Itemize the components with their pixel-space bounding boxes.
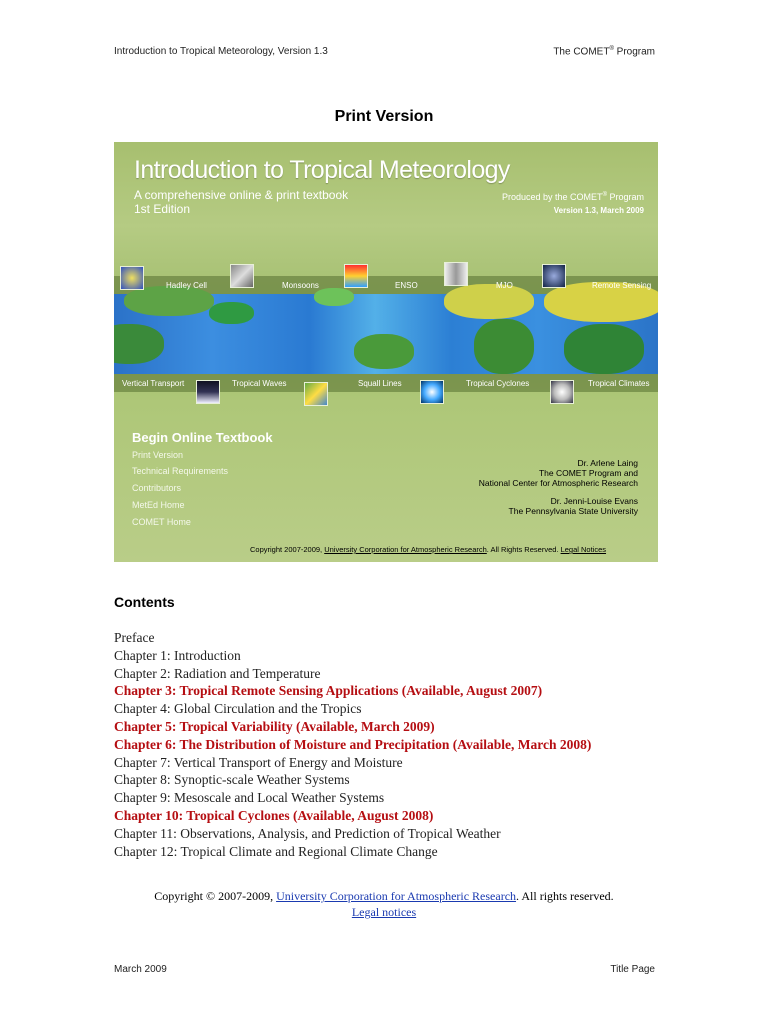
banner-version: Version 1.3, March 2009 — [553, 206, 644, 215]
tropical-map — [114, 294, 658, 374]
tropical-waves-thumbnail[interactable] — [304, 382, 328, 406]
topic-vertical-transport[interactable]: Vertical Transport — [122, 379, 185, 388]
toc-item[interactable]: Chapter 11: Observations, Analysis, and Prediction of Tropical Weather — [114, 825, 501, 841]
running-header-title: Introduction to Tropical Meteorology, Version 1.3 — [114, 46, 328, 57]
toc-item[interactable]: Chapter 12: Tropical Climate and Regional Climate Change — [114, 843, 438, 859]
running-header-program: The COMET® Program — [553, 46, 655, 58]
hadley-cell-thumbnail[interactable] — [120, 266, 144, 290]
toc-item[interactable]: Chapter 3: Tropical Remote Sensing Applications (Available, August 2007) — [114, 683, 543, 699]
table-of-contents — [114, 629, 591, 860]
banner-ucar-link[interactable]: University Corporation for Atmospheric Research — [324, 545, 487, 554]
toc-item[interactable]: Chapter 8: Synoptic-scale Weather Systems — [114, 772, 350, 788]
banner-legal-link[interactable]: Legal Notices — [560, 545, 607, 554]
ucar-link[interactable]: University Corporation for Atmospheric Research — [276, 889, 517, 903]
topic-enso[interactable]: ENSO — [395, 281, 418, 290]
monsoons-thumbnail[interactable] — [230, 264, 254, 288]
banner-title: Introduction to Tropical Meteorology — [134, 156, 510, 184]
banner-link-meted-home[interactable]: MetEd Home — [132, 500, 185, 510]
footer-legal — [0, 905, 768, 920]
toc-item[interactable]: Chapter 2: Radiation and Temperature — [114, 665, 321, 681]
toc-item[interactable]: Chapter 7: Vertical Transport of Energy and Moisture — [114, 754, 403, 770]
banner-copyright: Copyright 2007-2009, University Corporation for Atmospheric Research. All Rights Reserved. Legal Notices — [250, 545, 607, 554]
topic-remote-sensing[interactable]: Remote Sensing — [592, 281, 652, 290]
banner-producer: Produced by the COMET® Program — [502, 192, 644, 202]
banner-link-technical-requirements[interactable]: Technical Requirements — [132, 466, 229, 476]
topic-mjo[interactable]: MJO — [496, 281, 513, 290]
toc-item[interactable]: Chapter 9: Mesoscale and Local Weather Systems — [114, 790, 385, 806]
begin-online-textbook-link[interactable]: Begin Online Textbook — [132, 430, 273, 445]
tropical-climates-thumbnail[interactable] — [550, 380, 574, 404]
footer-copyright: Copyright © 2007-2009, University Corporation for Atmospheric Research. All rights reserved. — [154, 889, 614, 903]
contents-heading: Contents — [114, 594, 175, 610]
banner-link-comet-home[interactable]: COMET Home — [132, 517, 191, 527]
toc-item[interactable]: Chapter 4: Global Circulation and the Tropics — [114, 701, 362, 717]
author-evans: Dr. Jenni-Louise Evans The Pennsylvania State University — [508, 496, 638, 516]
footer-date: March 2009 — [114, 964, 167, 975]
banner-subtitle: A comprehensive online & print textbook 1st Edition — [134, 188, 349, 216]
enso-thumbnail[interactable] — [344, 264, 368, 288]
toc-item[interactable]: Preface — [114, 630, 155, 645]
toc-item[interactable]: Chapter 5: Tropical Variability (Available, March 2009) — [114, 718, 435, 734]
legal-notices-link[interactable]: Legal notices — [351, 905, 417, 919]
author-laing: Dr. Arlene Laing The COMET Program and National Center for Atmospheric Research — [478, 458, 638, 488]
squall-lines-thumbnail[interactable] — [420, 380, 444, 404]
banner-link-contributors[interactable]: Contributors — [132, 483, 182, 493]
mjo-thumbnail[interactable] — [444, 262, 468, 286]
footer-page-label: Title Page — [610, 964, 655, 975]
vertical-transport-thumbnail[interactable] — [196, 380, 220, 404]
topic-tropical-cyclones[interactable]: Tropical Cyclones — [466, 379, 530, 388]
topic-monsoons[interactable]: Monsoons — [282, 281, 319, 290]
topic-tropical-waves[interactable]: Tropical Waves — [232, 379, 287, 388]
banner-link-print-version[interactable]: Print Version — [132, 450, 184, 460]
topic-hadley-cell[interactable]: Hadley Cell — [166, 281, 207, 290]
toc-item[interactable]: Chapter 10: Tropical Cyclones (Available, August 2008) — [114, 807, 434, 823]
remote-sensing-thumbnail[interactable] — [542, 264, 566, 288]
page-title: Print Version — [334, 108, 434, 125]
toc-item[interactable]: Chapter 6: The Distribution of Moisture and Precipitation (Available, March 2008) — [114, 736, 592, 752]
topic-tropical-climates[interactable]: Tropical Climates — [588, 379, 650, 388]
topic-squall-lines[interactable]: Squall Lines — [358, 379, 402, 388]
title-banner-image — [114, 142, 658, 562]
toc-item[interactable]: Chapter 1: Introduction — [114, 647, 241, 663]
